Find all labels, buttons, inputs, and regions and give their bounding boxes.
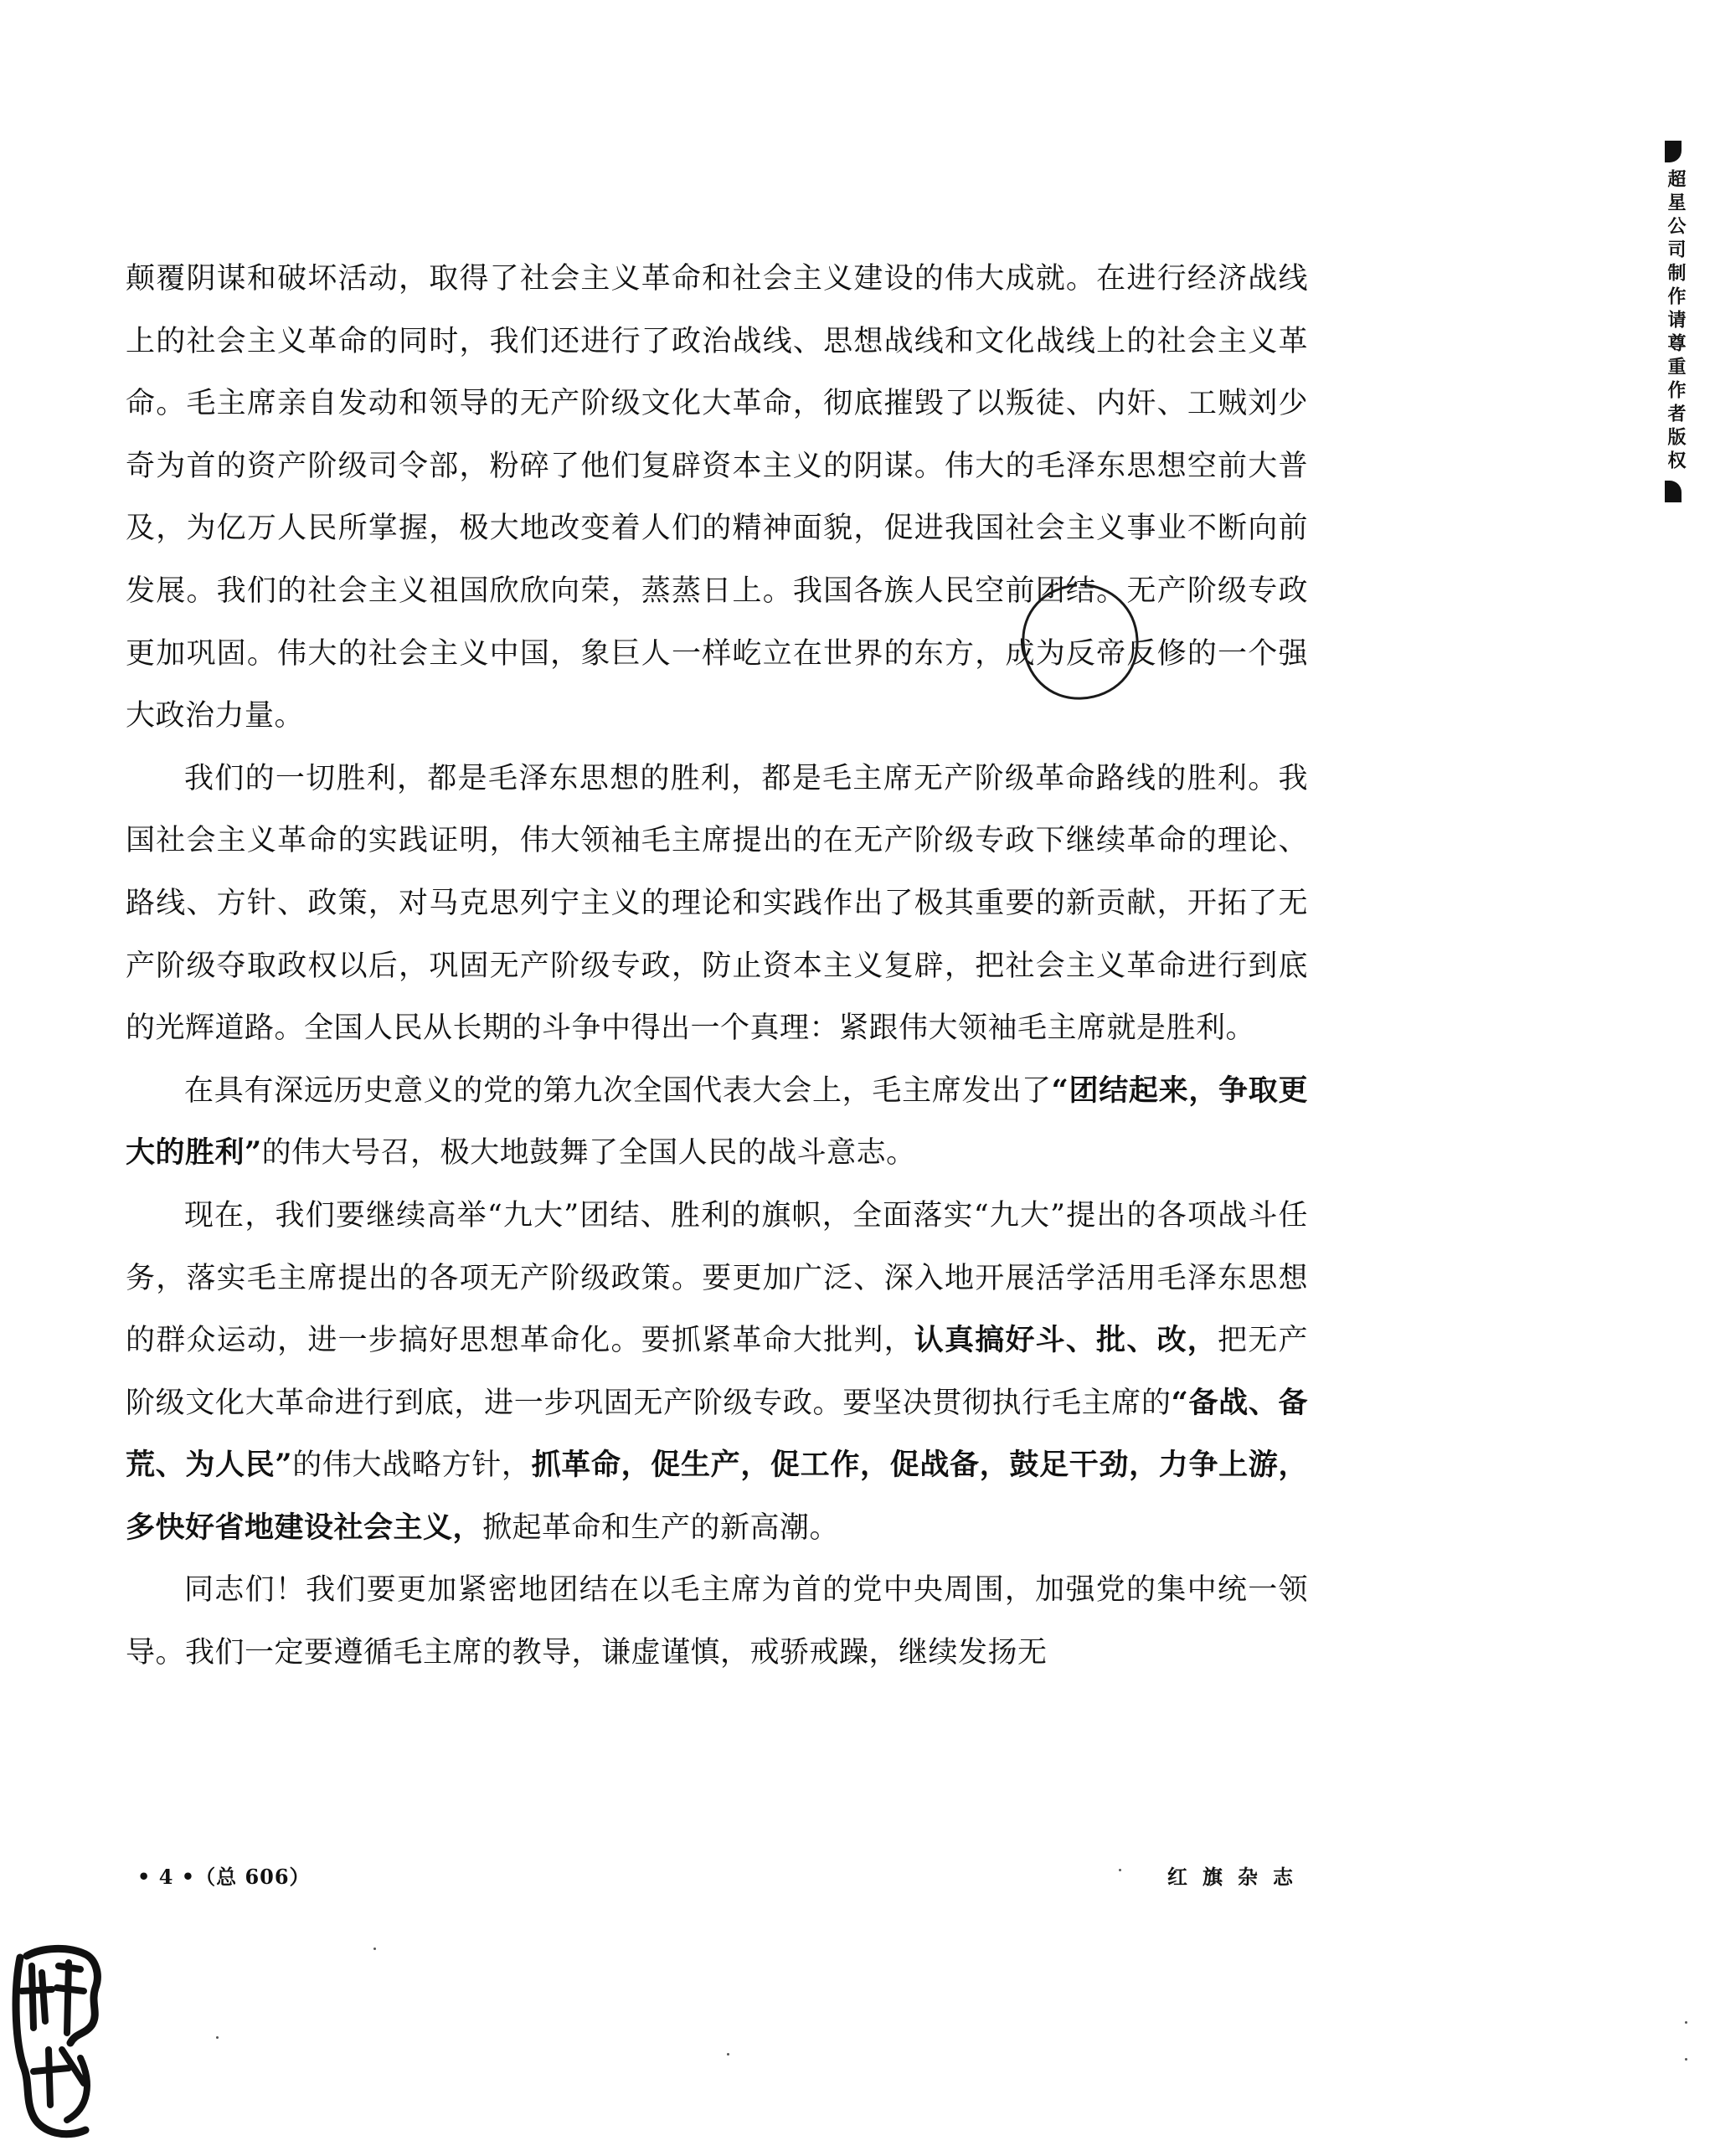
- scan-speck: [1119, 1869, 1121, 1871]
- paragraph-text: 现在，我们要继续高举“九大”团结、胜利的旗帜，全面落实“九大”提出的各项战斗任务，落实毛主席提出的各项无产阶级政策。要更加广泛、深入地开展活学活用毛泽东思想的群众运动，进一步搞好思想革命化。要抓紧革命大批判，: [126, 1198, 1308, 1358]
- article-paragraph: [126, 1060, 1308, 1185]
- article-paragraph: [126, 748, 1308, 1060]
- scan-speck: [1685, 2021, 1687, 2024]
- emphasized-text: “备战、备荒、为人民”: [126, 1385, 1308, 1483]
- copyright-sidebar: [1656, 141, 1693, 502]
- page-footer: [126, 1860, 1308, 1894]
- article-paragraph: [126, 1559, 1308, 1684]
- copyright-notice: 超星公司制作请尊重作者版权: [1665, 169, 1686, 474]
- emphasized-text: 认真搞好斗、批、改，: [914, 1323, 1218, 1358]
- paragraph-text: 颠覆阴谋和破坏活动，取得了社会主义革命和社会主义建设的伟大成就。在进行经济战线上的社会主义革命的同时，我们还进行了政治战线、思想战线和文化战线上的社会主义革命。毛主席亲自发动和领导的无产阶级文化大革命，彻底摧毁了以叛徒、内奸、工贼刘少奇为首的资产阶级司令部，粉碎了他们复辟资本主义的阴谋。伟大的毛泽东思想空前大普及，为亿万人民所掌握，极大地改变着人们的精神面貌，促进我国社会主义事业不断向前发展。我们的社会主义祖国欣欣向荣，蒸蒸日上。我国各族人民空前团结。无产阶级专政更加巩固。伟大的社会主义中国，象巨人一样屹立在世界的东方，成为反帝反修的一个强大政治力量。: [126, 262, 1308, 733]
- emphasized-text: 抓革命，促生产，促工作，促战备，鼓足干劲，力争上游，多快好省地建设社会主义，: [126, 1448, 1308, 1545]
- article-paragraph: [126, 248, 1308, 748]
- paragraph-text: 同志们！我们要更加紧密地团结在以毛主席为首的党中央周围，加强党的集中统一领导。我们一定要遵循毛主席的教导，谦虚谨慎，戒骄戒躁，继续发扬无: [126, 1573, 1308, 1670]
- paragraph-text: 把无产阶级文化大革命进行到底，进一步巩固无产阶级专政。要坚决贯彻执行毛主席的: [126, 1324, 1308, 1420]
- paragraph-text: 的伟大战略方针，: [292, 1448, 532, 1483]
- scan-speck: [373, 1948, 376, 1950]
- sidebar-top-bar: [1665, 141, 1682, 162]
- scan-speck: [216, 2036, 219, 2039]
- emphasized-text: “团结起来，争取更大的胜利”: [126, 1073, 1308, 1171]
- paragraph-text: 在具有深远历史意义的党的第九次全国代表大会上，毛主席发出了: [184, 1073, 1052, 1108]
- journal-name: 红旗杂志: [1167, 1865, 1308, 1889]
- article-body: [126, 248, 1308, 1685]
- paragraph-text: 掀起革命和生产的新高潮。: [482, 1510, 840, 1545]
- sidebar-bottom-bar: [1665, 481, 1682, 502]
- page-number: • 4 •（总 606）: [137, 1865, 311, 1889]
- paragraph-text: 的伟大号召，极大地鼓舞了全国人民的战斗意志。: [261, 1136, 916, 1171]
- scan-speck: [1685, 2058, 1687, 2061]
- paragraph-text: 我们的一切胜利，都是毛泽东思想的胜利，都是毛主席无产阶级革命路线的胜利。我国社会主义革命的实践证明，伟大领袖毛主席提出的在无产阶级专政下继续革命的理论、路线、方针、政策，对马克思列宁主义的理论和实践作出了极其重要的新贡献，开拓了无产阶级夺取政权以后，巩固无产阶级专政，防止资本主义复辟，把社会主义革命进行到底的光辉道路。全国人民从长期的斗争中得出一个真理：紧跟伟大领袖毛主席就是胜利。: [126, 761, 1308, 1046]
- scan-speck: [727, 2053, 729, 2056]
- article-paragraph: [126, 1185, 1308, 1560]
- seal-stamp-icon: [8, 1941, 107, 2142]
